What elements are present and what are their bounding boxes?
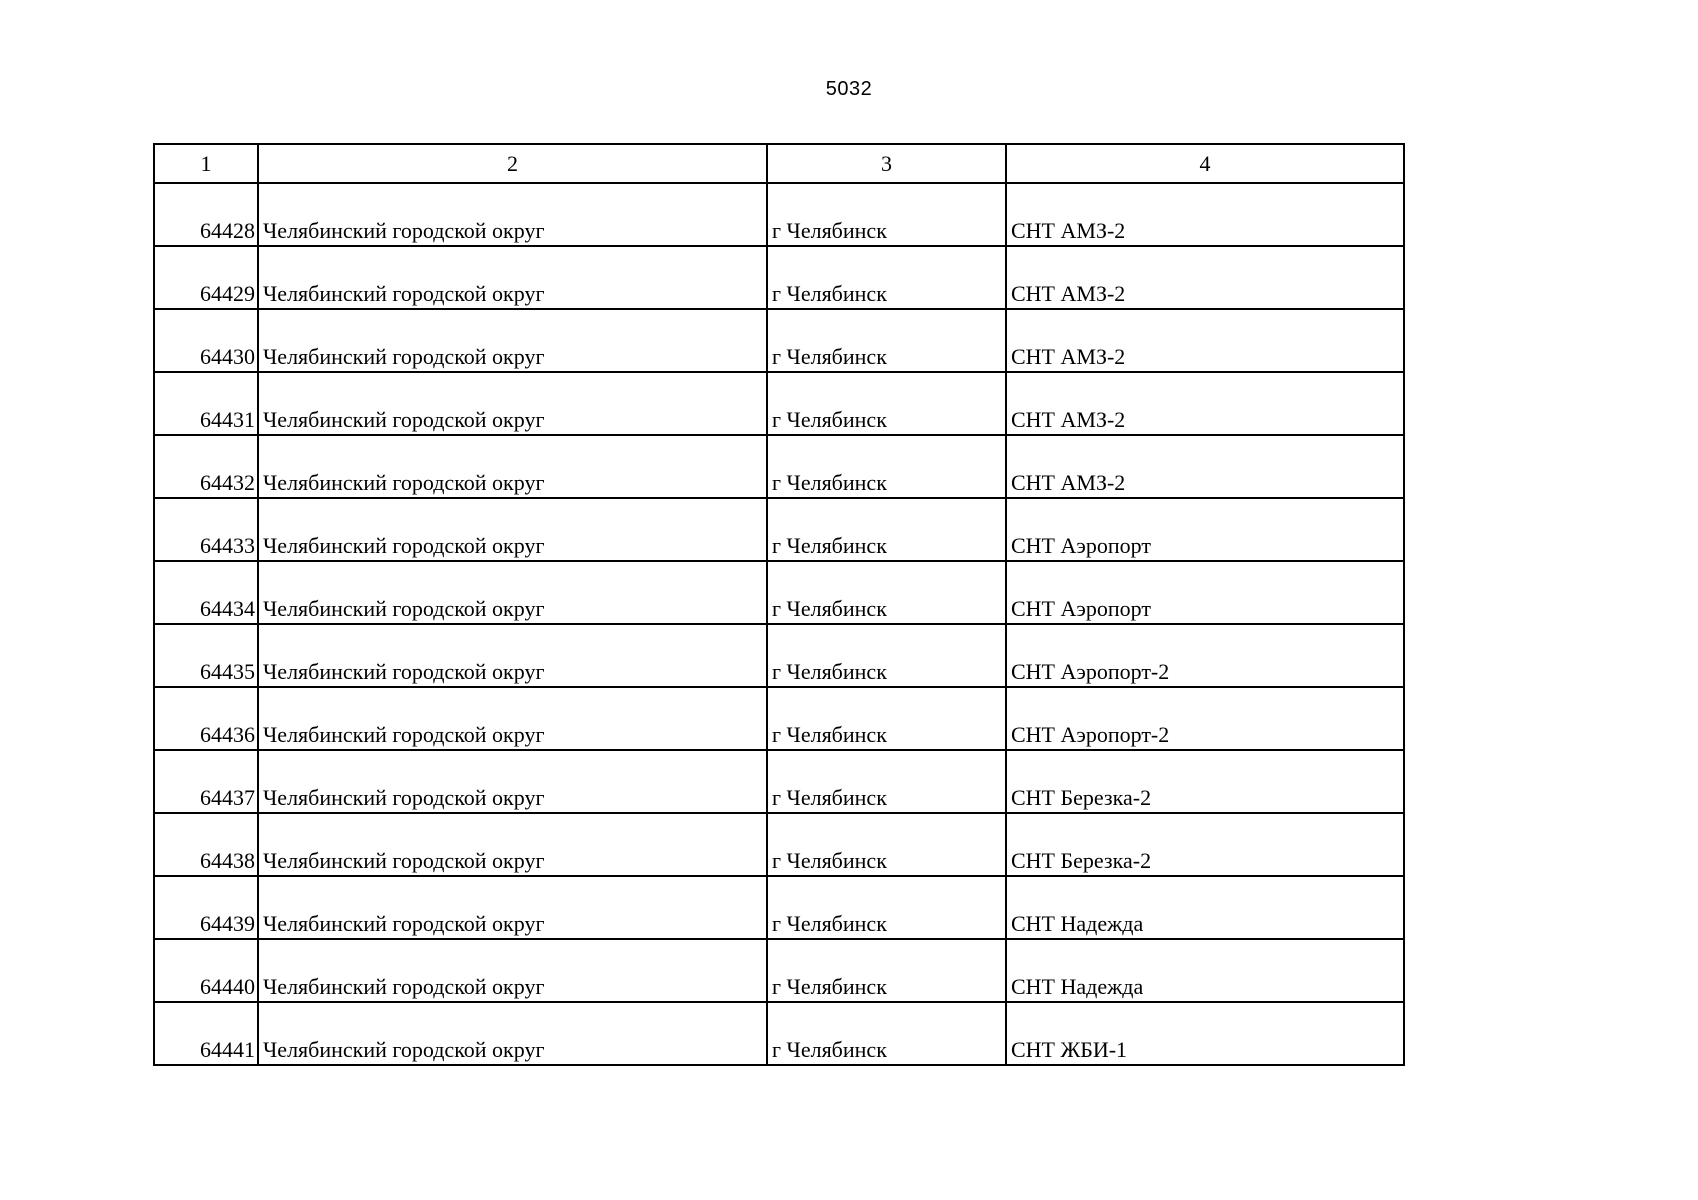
- table-row: [154, 498, 1404, 561]
- row-number-cell: 64433: [154, 498, 258, 561]
- snt-cell: СНТ Надежда: [1006, 939, 1404, 1002]
- table-row: [154, 372, 1404, 435]
- city-cell: г Челябинск: [767, 435, 1006, 498]
- data-table: [153, 143, 1405, 1066]
- row-number-cell: 64435: [154, 624, 258, 687]
- city-cell: г Челябинск: [767, 750, 1006, 813]
- page-number: 5032: [825, 78, 873, 100]
- snt-cell: СНТ Надежда: [1006, 876, 1404, 939]
- district-cell: Челябинский городской округ: [258, 939, 767, 1002]
- district-cell: Челябинский городской округ: [258, 372, 767, 435]
- district-cell: Челябинский городской округ: [258, 561, 767, 624]
- snt-cell: СНТ Аэропорт-2: [1006, 624, 1404, 687]
- table-header: [154, 144, 1404, 183]
- city-cell: г Челябинск: [767, 876, 1006, 939]
- row-number-cell: 64440: [154, 939, 258, 1002]
- row-number-cell: 64428: [154, 183, 258, 246]
- snt-cell: СНТ ЖБИ-1: [1006, 1002, 1404, 1065]
- city-cell: г Челябинск: [767, 813, 1006, 876]
- district-cell: Челябинский городской округ: [258, 498, 767, 561]
- city-cell: г Челябинск: [767, 687, 1006, 750]
- header-cell-4: 4: [1006, 144, 1404, 183]
- snt-cell: СНТ Аэропорт-2: [1006, 687, 1404, 750]
- district-cell: Челябинский городской округ: [258, 246, 767, 309]
- table-row: [154, 309, 1404, 372]
- snt-cell: СНТ Березка-2: [1006, 813, 1404, 876]
- header-cell-2: 2: [258, 144, 767, 183]
- header-cell-1: 1: [154, 144, 258, 183]
- district-cell: Челябинский городской округ: [258, 435, 767, 498]
- table-row: [154, 1002, 1404, 1065]
- district-cell: Челябинский городской округ: [258, 309, 767, 372]
- city-cell: г Челябинск: [767, 624, 1006, 687]
- city-cell: г Челябинск: [767, 498, 1006, 561]
- city-cell: г Челябинск: [767, 309, 1006, 372]
- row-number-cell: 64430: [154, 309, 258, 372]
- snt-cell: СНТ АМЗ-2: [1006, 183, 1404, 246]
- table-row: [154, 939, 1404, 1002]
- table-row: [154, 183, 1404, 246]
- header-cell-3: 3: [767, 144, 1006, 183]
- city-cell: г Челябинск: [767, 246, 1006, 309]
- district-cell: Челябинский городской округ: [258, 876, 767, 939]
- city-cell: г Челябинск: [767, 183, 1006, 246]
- district-cell: Челябинский городской округ: [258, 687, 767, 750]
- row-number-cell: 64437: [154, 750, 258, 813]
- table-row: [154, 813, 1404, 876]
- table-row: [154, 750, 1404, 813]
- snt-cell: СНТ АМЗ-2: [1006, 309, 1404, 372]
- table-row: [154, 876, 1404, 939]
- district-cell: Челябинский городской округ: [258, 624, 767, 687]
- table-body: [154, 183, 1404, 1065]
- row-number-cell: 64434: [154, 561, 258, 624]
- header-row: [154, 144, 1404, 183]
- snt-cell: СНТ АМЗ-2: [1006, 246, 1404, 309]
- row-number-cell: 64439: [154, 876, 258, 939]
- table-row: [154, 435, 1404, 498]
- row-number-cell: 64429: [154, 246, 258, 309]
- table-row: [154, 246, 1404, 309]
- district-cell: Челябинский городской округ: [258, 183, 767, 246]
- snt-cell: СНТ Аэропорт: [1006, 561, 1404, 624]
- row-number-cell: 64431: [154, 372, 258, 435]
- table-row: [154, 561, 1404, 624]
- table-row: [154, 624, 1404, 687]
- district-cell: Челябинский городской округ: [258, 1002, 767, 1065]
- city-cell: г Челябинск: [767, 561, 1006, 624]
- snt-cell: СНТ АМЗ-2: [1006, 435, 1404, 498]
- row-number-cell: 64438: [154, 813, 258, 876]
- city-cell: г Челябинск: [767, 372, 1006, 435]
- row-number-cell: 64436: [154, 687, 258, 750]
- district-cell: Челябинский городской округ: [258, 813, 767, 876]
- snt-cell: СНТ Березка-2: [1006, 750, 1404, 813]
- city-cell: г Челябинск: [767, 1002, 1006, 1065]
- city-cell: г Челябинск: [767, 939, 1006, 1002]
- table-row: [154, 687, 1404, 750]
- row-number-cell: 64441: [154, 1002, 258, 1065]
- snt-cell: СНТ АМЗ-2: [1006, 372, 1404, 435]
- district-cell: Челябинский городской округ: [258, 750, 767, 813]
- row-number-cell: 64432: [154, 435, 258, 498]
- snt-cell: СНТ Аэропорт: [1006, 498, 1404, 561]
